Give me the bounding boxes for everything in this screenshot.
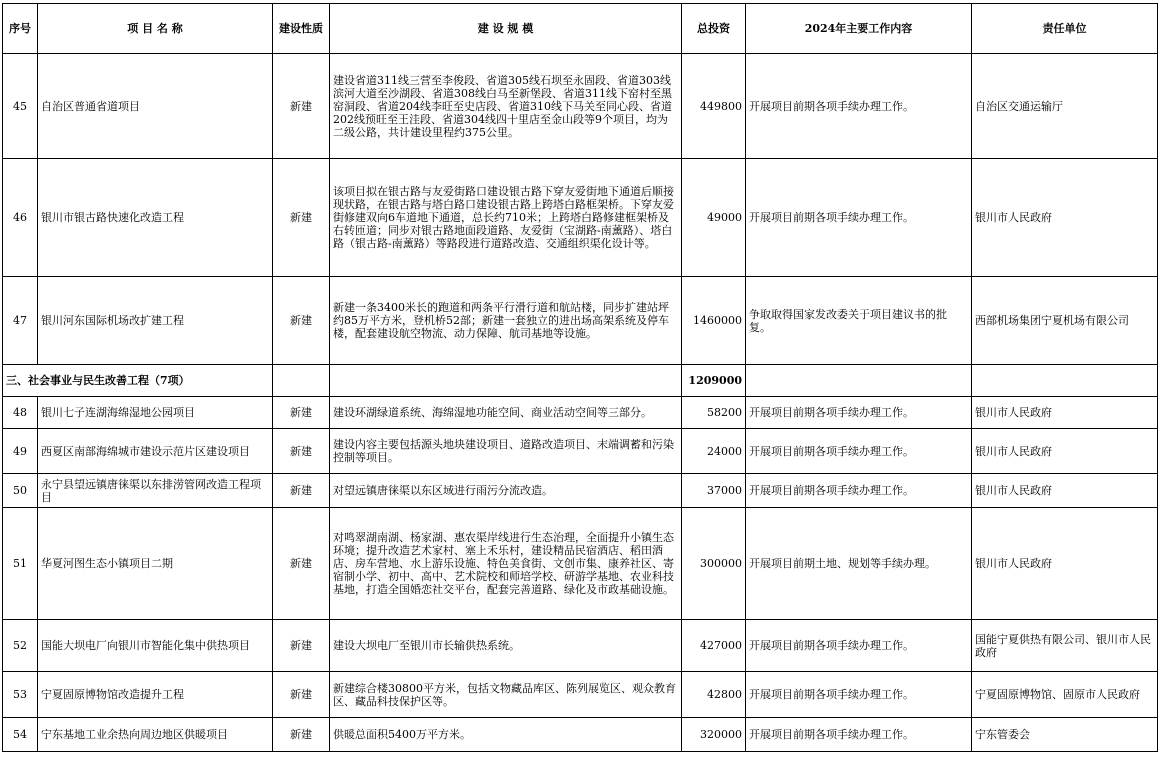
table-row xyxy=(3,429,1158,474)
row-name: 银川河东国际机场改扩建工程 xyxy=(38,277,273,365)
section-empty-unit xyxy=(972,365,1158,397)
table-row xyxy=(3,397,1158,429)
table-row xyxy=(3,620,1158,672)
header-type: 建设性质 xyxy=(273,4,330,54)
row-name: 华夏河图生态小镇项目二期 xyxy=(38,508,273,620)
row-unit: 自治区交通运输厅 xyxy=(972,54,1158,159)
row-work: 开展项目前期各项手续办理工作。 xyxy=(746,718,972,752)
row-unit: 宁东管委会 xyxy=(972,718,1158,752)
row-name: 宁东基地工业余热向周边地区供暖项目 xyxy=(38,718,273,752)
row-investment: 49000 xyxy=(682,159,746,277)
row-scale: 新建综合楼30800平方米，包括文物藏品库区、陈列展览区、观众教育区、藏品科技保护区等。 xyxy=(330,672,682,718)
row-no: 46 xyxy=(3,159,38,277)
row-investment: 320000 xyxy=(682,718,746,752)
row-type: 新建 xyxy=(273,672,330,718)
header-no: 序号 xyxy=(3,4,38,54)
project-table xyxy=(2,3,1158,752)
row-name: 宁夏固原博物馆改造提升工程 xyxy=(38,672,273,718)
row-work: 开展项目前期各项手续办理工作。 xyxy=(746,620,972,672)
row-type: 新建 xyxy=(273,429,330,474)
row-work: 开展项目前期各项手续办理工作。 xyxy=(746,397,972,429)
section-title: 三、社会事业与民生改善工程（7项） xyxy=(3,365,273,397)
row-no: 51 xyxy=(3,508,38,620)
table-header-row xyxy=(3,4,1158,54)
row-name: 银川七子连湖海绵湿地公园项目 xyxy=(38,397,273,429)
row-no: 45 xyxy=(3,54,38,159)
table-row xyxy=(3,508,1158,620)
header-unit: 责任单位 xyxy=(972,4,1158,54)
row-type: 新建 xyxy=(273,620,330,672)
table-row xyxy=(3,159,1158,277)
row-no: 49 xyxy=(3,429,38,474)
row-scale: 供暖总面积5400万平方米。 xyxy=(330,718,682,752)
row-work: 开展项目前期各项手续办理工作。 xyxy=(746,54,972,159)
table-row xyxy=(3,54,1158,159)
row-unit: 银川市人民政府 xyxy=(972,397,1158,429)
row-type: 新建 xyxy=(273,159,330,277)
row-no: 54 xyxy=(3,718,38,752)
row-scale: 对望远镇唐徕渠以东区域进行雨污分流改造。 xyxy=(330,474,682,508)
row-no: 53 xyxy=(3,672,38,718)
row-unit: 银川市人民政府 xyxy=(972,159,1158,277)
row-investment: 427000 xyxy=(682,620,746,672)
row-scale: 新建一条3400米长的跑道和两条平行滑行道和航站楼，同步扩建站坪约85万平方米，登机桥52部；新建一套独立的进出场高架系统及停车楼，配套建设航空物流、动力保障、航司基地等设施。 xyxy=(330,277,682,365)
row-name: 西夏区南部海绵城市建设示范片区建设项目 xyxy=(38,429,273,474)
row-investment: 58200 xyxy=(682,397,746,429)
row-type: 新建 xyxy=(273,397,330,429)
row-scale: 建设大坝电厂至银川市长输供热系统。 xyxy=(330,620,682,672)
row-work: 开展项目前期各项手续办理工作。 xyxy=(746,672,972,718)
header-scale: 建 设 规 模 xyxy=(330,4,682,54)
row-type: 新建 xyxy=(273,277,330,365)
table-row xyxy=(3,277,1158,365)
row-scale: 建设内容主要包括源头地块建设项目、道路改造项目、末端调蓄和污染控制等项目。 xyxy=(330,429,682,474)
section-empty-type xyxy=(273,365,330,397)
section-empty-work xyxy=(746,365,972,397)
row-work: 争取取得国家发改委关于项目建议书的批复。 xyxy=(746,277,972,365)
row-type: 新建 xyxy=(273,508,330,620)
table-row xyxy=(3,672,1158,718)
row-investment: 449800 xyxy=(682,54,746,159)
section-investment: 1209000 xyxy=(682,365,746,397)
row-work: 开展项目前期各项手续办理工作。 xyxy=(746,159,972,277)
row-investment: 37000 xyxy=(682,474,746,508)
row-unit: 银川市人民政府 xyxy=(972,474,1158,508)
row-unit: 国能宁夏供热有限公司、银川市人民政府 xyxy=(972,620,1158,672)
row-unit: 宁夏固原博物馆、固原市人民政府 xyxy=(972,672,1158,718)
row-work: 开展项目前期各项手续办理工作。 xyxy=(746,474,972,508)
row-no: 48 xyxy=(3,397,38,429)
row-name: 银川市银古路快速化改造工程 xyxy=(38,159,273,277)
row-type: 新建 xyxy=(273,718,330,752)
row-name: 国能大坝电厂向银川市智能化集中供热项目 xyxy=(38,620,273,672)
row-no: 47 xyxy=(3,277,38,365)
header-investment: 总投资 xyxy=(682,4,746,54)
row-investment: 300000 xyxy=(682,508,746,620)
row-type: 新建 xyxy=(273,54,330,159)
row-name: 自治区普通省道项目 xyxy=(38,54,273,159)
row-investment: 1460000 xyxy=(682,277,746,365)
table-row xyxy=(3,474,1158,508)
row-scale: 建设环湖绿道系统、海绵湿地功能空间、商业活动空间等三部分。 xyxy=(330,397,682,429)
row-investment: 24000 xyxy=(682,429,746,474)
row-name: 永宁县望远镇唐徕渠以东排涝管网改造工程项目 xyxy=(38,474,273,508)
row-unit: 西部机场集团宁夏机场有限公司 xyxy=(972,277,1158,365)
row-type: 新建 xyxy=(273,474,330,508)
row-scale: 该项目拟在银古路与友爱街路口建设银古路下穿友爱街地下通道后顺接现状路，在银古路与塔白路口建设银古路上跨塔白路框架桥。下穿友爱街修建双向6车道地下通道，总长约710米；上跨塔白路修建框架桥及右转匝道；同步对银古路地面段道路、友爱街（宝湖路-南薰路）、塔白路（银古路-南薰路）等路段进行道路改造、交通组织渠化设计等。 xyxy=(330,159,682,277)
row-work: 开展项目前期土地、规划等手续办理。 xyxy=(746,508,972,620)
header-work: 2024年主要工作内容 xyxy=(746,4,972,54)
row-scale: 对鸣翠湖南湖、杨家湖、惠农渠岸线进行生态治理，全面提升小镇生态环境；提升改造艺术家村、塞上禾乐村，建设精品民宿酒店、稻田酒店、房车营地、水上游乐设施、特色美食街、文创市集、康养社区、寄宿制小学、初中、高中、艺术院校和师培学校、研游学基地、农业科技基地，打造全国婚恋社交平台，配套完善道路、绿化及市政基础设施。 xyxy=(330,508,682,620)
row-no: 50 xyxy=(3,474,38,508)
table-row xyxy=(3,718,1158,752)
row-work: 开展项目前期各项手续办理工作。 xyxy=(746,429,972,474)
header-name: 项 目 名 称 xyxy=(38,4,273,54)
section-row xyxy=(3,365,1158,397)
row-unit: 银川市人民政府 xyxy=(972,429,1158,474)
row-no: 52 xyxy=(3,620,38,672)
row-scale: 建设省道311线三营至李俊段、省道305线石坝至永固段、省道303线滨河大道至沙湖段、省道308线白马至新堡段、省道311线下窑村至黑窑洞段、省道204线李旺至史店段、省道310线下马关至同心段、省道202线预旺至王洼段、省道304线四十里店至金山段等9个项目，均为二级公路，共计建设里程约375公里。 xyxy=(330,54,682,159)
row-investment: 42800 xyxy=(682,672,746,718)
section-empty-scale xyxy=(330,365,682,397)
row-unit: 银川市人民政府 xyxy=(972,508,1158,620)
